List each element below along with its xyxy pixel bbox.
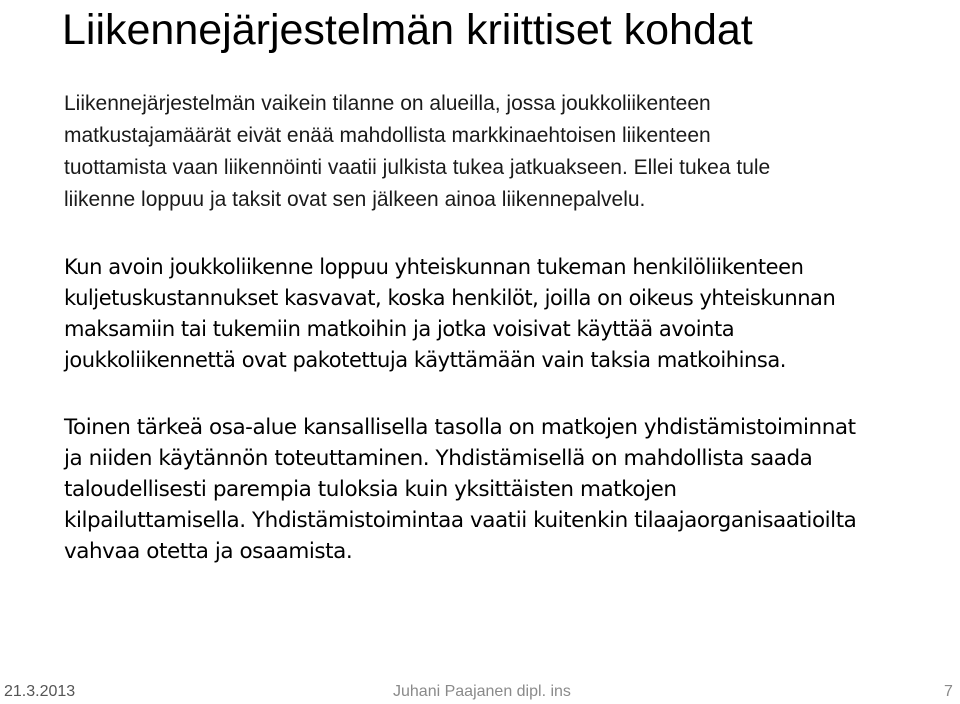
paragraph-line: tuottamista vaan liikennöinti vaatii julkista tukea jatkuakseen. Ellei tukea tule — [64, 156, 771, 179]
paragraph-1 — [64, 88, 944, 216]
footer-author: Juhani Paajanen dipl. ins — [393, 683, 571, 700]
paragraph-line: matkustajamäärät eivät enää mahdollista markkinaehtoisen liikenteen — [64, 124, 711, 147]
paragraph-line: vahvaa otetta ja osaamista. — [64, 539, 353, 564]
paragraph-line: joukkoliikennettä ovat pakotettuja käyttämään vain taksia matkoihinsa. — [64, 348, 787, 372]
paragraph-line: Liikennejärjestelmän vaikein tilanne on alueilla, jossa joukkoliikenteen — [64, 92, 711, 115]
paragraph-3 — [64, 412, 944, 567]
paragraph-2 — [64, 252, 944, 376]
paragraph-line: liikenne loppuu ja taksit ovat sen jälkeen ainoa liikennepalvelu. — [64, 188, 646, 211]
paragraph-line: kilpailuttamisella. Yhdistämistoimintaa vaatii kuitenkin tilaajaorganisaatioilta — [64, 508, 857, 533]
paragraph-line: Kun avoin joukkoliikenne loppuu yhteiskunnan tukeman henkilöliikenteen — [64, 255, 804, 279]
slide-title: Liikennejärjestelmän kriittiset kohdat — [62, 6, 753, 54]
paragraph-line: taloudellisesti parempia tuloksia kuin yksittäisten matkojen — [64, 477, 677, 502]
paragraph-line: Toinen tärkeä osa-alue kansallisella tasolla on matkojen yhdistämistoiminnat — [64, 415, 856, 440]
footer-date: 21.3.2013 — [4, 683, 76, 700]
paragraph-line: maksamiin tai tukemiin matkoihin ja jotka voisivat käyttää avointa — [64, 317, 735, 341]
paragraph-line: ja niiden käytännön toteuttaminen. Yhdistämisellä on mahdollista saada — [64, 446, 813, 471]
footer-page-number: 7 — [944, 683, 953, 700]
paragraph-line: kuljetuskustannukset kasvavat, koska henkilöt, joilla on oikeus yhteiskunnan — [64, 286, 836, 310]
